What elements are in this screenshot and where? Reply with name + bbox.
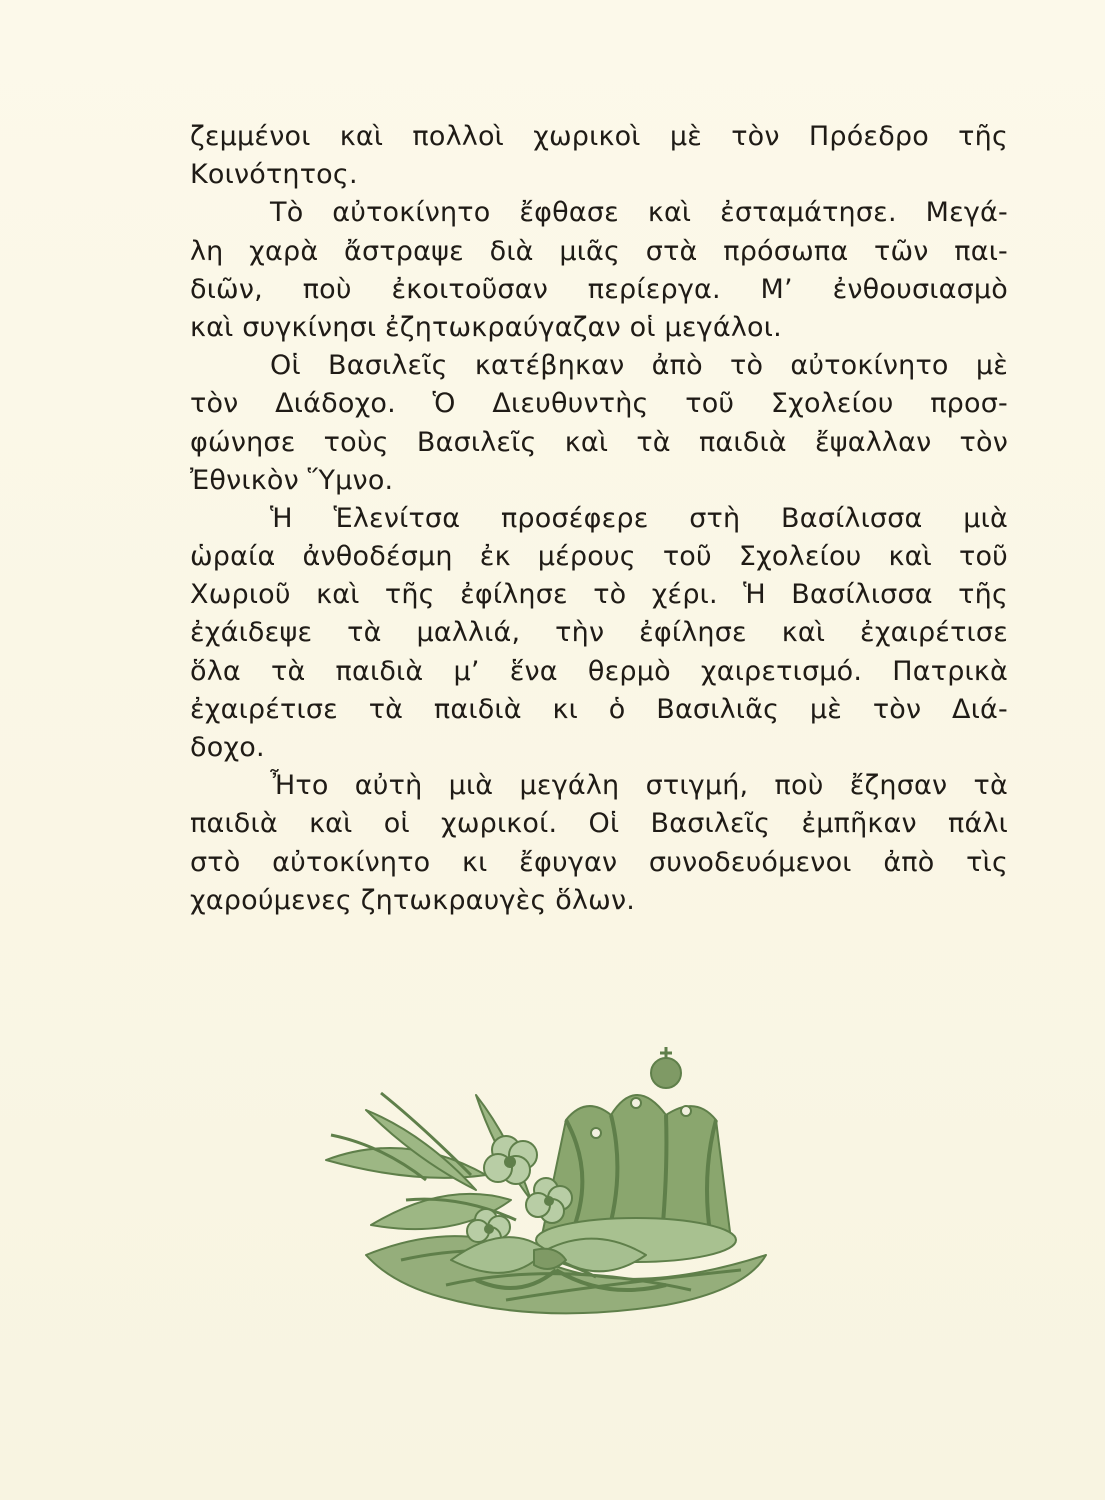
text-line: τὸν Διάδοχο. Ὁ Διευθυντὴς τοῦ Σχολείου προσ- (190, 388, 1008, 420)
text-line: ὡραία ἀνθοδέσμη ἐκ μέρους τοῦ Σχολείου καὶ τοῦ (190, 541, 1008, 573)
text-line: ζεμμένοι καὶ πολλοὶ χωρικοὶ μὲ τὸν Πρόεδρο τῆς (190, 121, 1008, 152)
paragraph (190, 194, 1008, 347)
text-line: παιδιὰ καὶ οἱ χωρικοί. Οἱ Βασιλεῖς ἐμπῆκαν πάλι (190, 808, 1008, 840)
text-line: δοχο. (190, 732, 265, 763)
paragraph (190, 118, 1008, 194)
text-line: Ἦτο αὐτὴ μιὰ μεγάλη στιγμή, ποὺ ἔζησαν τὰ (270, 770, 1008, 802)
text-line: ὅλα τὰ παιδιὰ μ’ ἕνα θερμὸ χαιρετισμό. Πατρικὰ (190, 655, 1008, 687)
text-line: φώνησε τοὺς Βασιλεῖς καὶ τὰ παιδιὰ ἔψαλλαν τὸν (190, 426, 1008, 458)
text-line: χαρούμενες ζητωκραυγὲς ὅλων. (190, 884, 636, 916)
text-line: διῶν, ποὺ ἐκοιτοῦσαν περίεργα. Μ’ ἐνθουσιασμὸ (190, 273, 1008, 305)
text-line: Τὸ αὐτοκίνητο ἔφθασε καὶ ἐσταμάτησε. Μεγά- (270, 197, 1008, 229)
text-line: Οἱ Βασιλεῖς κατέβηκαν ἀπὸ τὸ αὐτοκίνητο μὲ (270, 350, 1008, 382)
crown-with-flowers-icon (296, 1015, 816, 1335)
text-line: Ἡ Ἑλενίτσα προσέφερε στὴ Βασίλισσα μιὰ (270, 502, 1008, 534)
text-line: Κοινότητος. (190, 159, 358, 191)
paragraph (190, 767, 1008, 920)
paragraph (190, 347, 1008, 500)
text-line: ἐχαιρέτισε τὰ παιδιὰ κι ὁ Βασιλιᾶς μὲ τὸν Διά- (190, 693, 1008, 725)
paragraph (190, 500, 1008, 767)
text-line: καὶ συγκίνησι ἐζητωκραύγαζαν οἱ μεγάλοι. (190, 311, 782, 343)
text-line: ἐχάιδεψε τὰ μαλλιά, τὴν ἐφίλησε καὶ ἐχαιρέτισε (190, 617, 1008, 649)
text-line: Ἐθνικὸν Ὕμνο. (190, 464, 394, 496)
text-line: Χωριοῦ καὶ τῆς ἐφίλησε τὸ χέρι. Ἡ Βασίλισσα τῆς (190, 579, 1008, 611)
text-line: λη χαρὰ ἄστραψε διὰ μιᾶς στὰ πρόσωπα τῶν παι- (190, 235, 1008, 267)
text-line: στὸ αὐτοκίνητο κι ἔφυγαν συνοδευόμενοι ἀπὸ τὶς (190, 846, 1008, 878)
body-text (190, 118, 1008, 920)
